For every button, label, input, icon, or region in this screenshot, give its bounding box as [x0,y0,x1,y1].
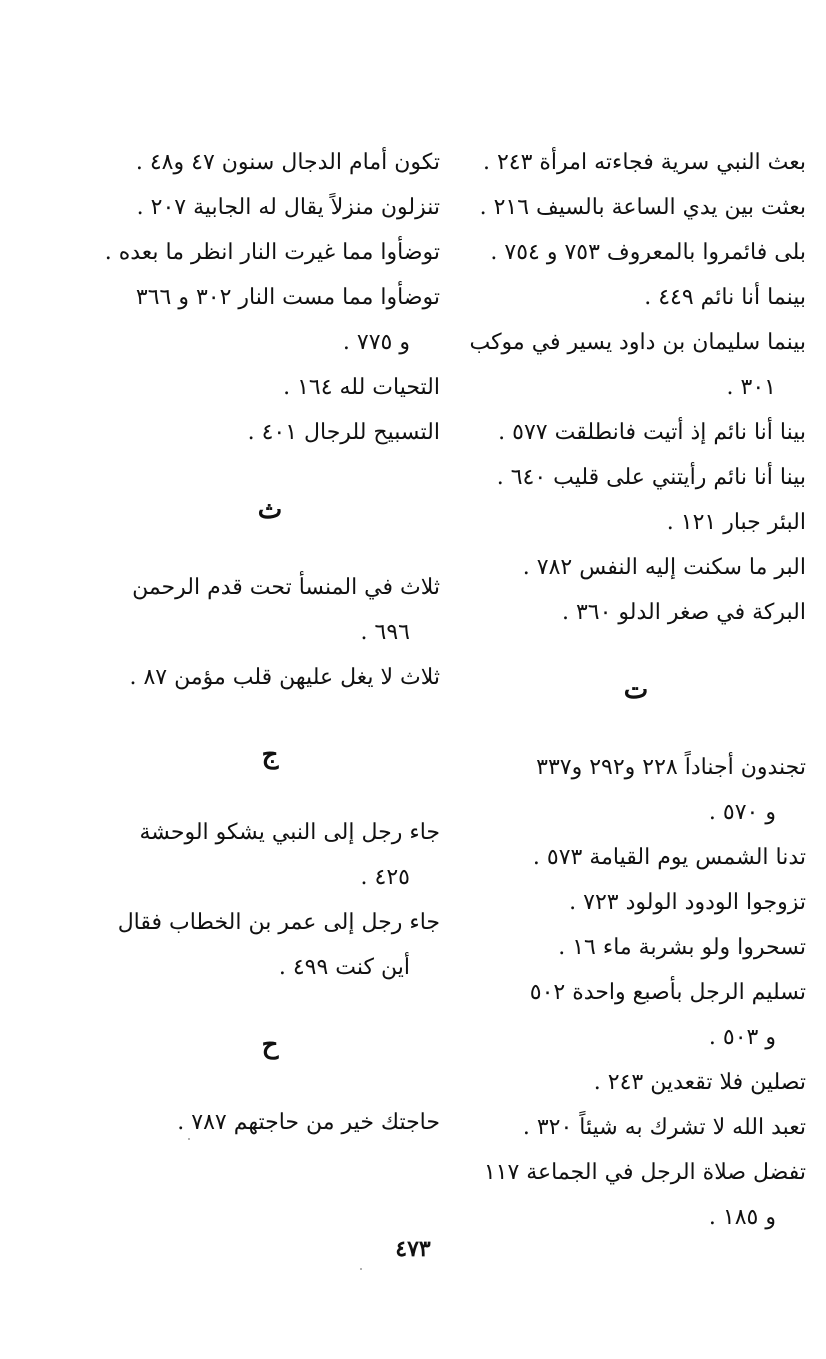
entry-text: تكون أمام الدجال سنون ٤٧ و٤٨ . [135,150,440,175]
index-entry [466,835,806,880]
index-entry [466,275,806,320]
section-letter-ta: ت [623,675,649,705]
index-entry [466,1060,806,1105]
index-entry [466,545,806,590]
entry-continuation: و ٥٧٠ . [708,800,776,825]
index-entry [466,925,806,970]
index-entry [466,970,806,1060]
entry-text: بلى فائمروا بالمعروف ٧٥٣ و ٧٥٤ . [490,240,806,265]
entry-text: تعبد الله لا تشرك به شيئاً ٣٢٠ . [522,1115,806,1140]
ta-entries [466,745,806,1240]
index-entry [466,320,806,410]
entry-text: تفضل صلاة الرجل في الجماعة ١١٧ [483,1160,806,1185]
index-entry [466,140,806,185]
index-entry [100,565,440,655]
entry-text: ثلاث لا يغل عليهن قلب مؤمن ٨٧ . [129,665,440,690]
entry-text: تسليم الرجل بأصبع واحدة ٥٠٢ [529,980,806,1005]
entry-text: تصلين فلا تقعدين ٢٤٣ . [593,1070,806,1095]
index-entry [100,230,440,275]
index-entry [100,655,440,700]
index-entry [466,590,806,635]
entry-text: بينما سليمان بن داود يسير في موكب [469,330,806,355]
entry-text: البركة في صغر الدلو ٣٦٠ . [561,600,806,625]
section-letter-jim: ج [261,740,279,770]
entry-continuation: ٣٠١ . [726,375,776,400]
entry-continuation: ٤٢٥ . [360,865,410,890]
index-entry [100,365,440,410]
entry-text: تجندون أجناداً ٢٢٨ و٢٩٢ و٣٣٧ [536,755,806,780]
paper-speck [188,1138,190,1140]
index-entry [100,810,440,900]
entry-text: توضأوا مما غيرت النار انظر ما بعده . [104,240,440,265]
index-entry [100,185,440,230]
section-letter-ha: ح [261,1030,279,1060]
entry-continuation: و ١٨٥ . [708,1205,776,1230]
index-entry [466,185,806,230]
index-entry [466,455,806,500]
section-letter-tha: ث [257,495,283,525]
index-entry [466,230,806,275]
entry-text: البئر جبار ١٢١ . [666,510,806,535]
index-entry [466,1105,806,1150]
index-entry [466,410,806,455]
entry-text: بعث النبي سرية فجاءته امرأة ٢٤٣ . [482,150,806,175]
index-entry [100,900,440,990]
entry-text: تسحروا ولو بشربة ماء ١٦ . [558,935,806,960]
entry-text: تدنا الشمس يوم القيامة ٥٧٣ . [532,845,806,870]
entry-text: بعثت بين يدي الساعة بالسيف ٢١٦ . [479,195,806,220]
entry-continuation: و ٧٧٥ . [342,330,410,355]
index-entry [100,410,440,455]
entry-text: توضأوا مما مست النار ٣٠٢ و ٣٦٦ [135,285,440,310]
entry-text: ثلاث في المنسأ تحت قدم الرحمن [132,575,440,600]
index-entry [100,1100,440,1145]
entry-text: تنزلون منزلاً يقال له الجابية ٢٠٧ . [136,195,440,220]
entry-text: التحيات لله ١٦٤ . [283,375,440,400]
right-column [466,140,806,1240]
paper-speck [360,1268,362,1270]
index-entry [466,745,806,835]
entry-text: جاء رجل إلى النبي يشكو الوحشة [139,820,440,845]
ta-entries-continued [100,140,440,455]
entry-text: جاء رجل إلى عمر بن الخطاب فقال [117,910,440,935]
entry-text: بينما أنا نائم ٤٤٩ . [644,285,806,310]
index-entry [466,1150,806,1240]
entry-text: بينا أنا نائم رأيتني على قليب ٦٤٠ . [496,465,806,490]
index-entry [100,275,440,365]
entry-text: البر ما سكنت إليه النفس ٧٨٢ . [522,555,806,580]
entry-continuation: ٦٩٦ . [360,620,410,645]
index-entry [100,140,440,185]
index-entry [466,500,806,545]
tha-entries [100,565,440,700]
page-number: ٤٧٣ [395,1236,431,1262]
left-column [100,140,440,1145]
entry-text: التسبيح للرجال ٤٠١ . [247,420,440,445]
entry-text: حاجتك خير من حاجتهم ٧٨٧ . [177,1110,440,1135]
entry-continuation: أين كنت ٤٩٩ . [278,955,410,980]
index-entry [466,880,806,925]
jim-entries [100,810,440,990]
ha-entries [100,1100,440,1145]
entry-continuation: و ٥٠٣ . [708,1025,776,1050]
ba-entries [466,140,806,635]
entry-text: بينا أنا نائم إذ أتيت فانطلقت ٥٧٧ . [498,420,806,445]
entry-text: تزوجوا الودود الولود ٧٢٣ . [569,890,806,915]
